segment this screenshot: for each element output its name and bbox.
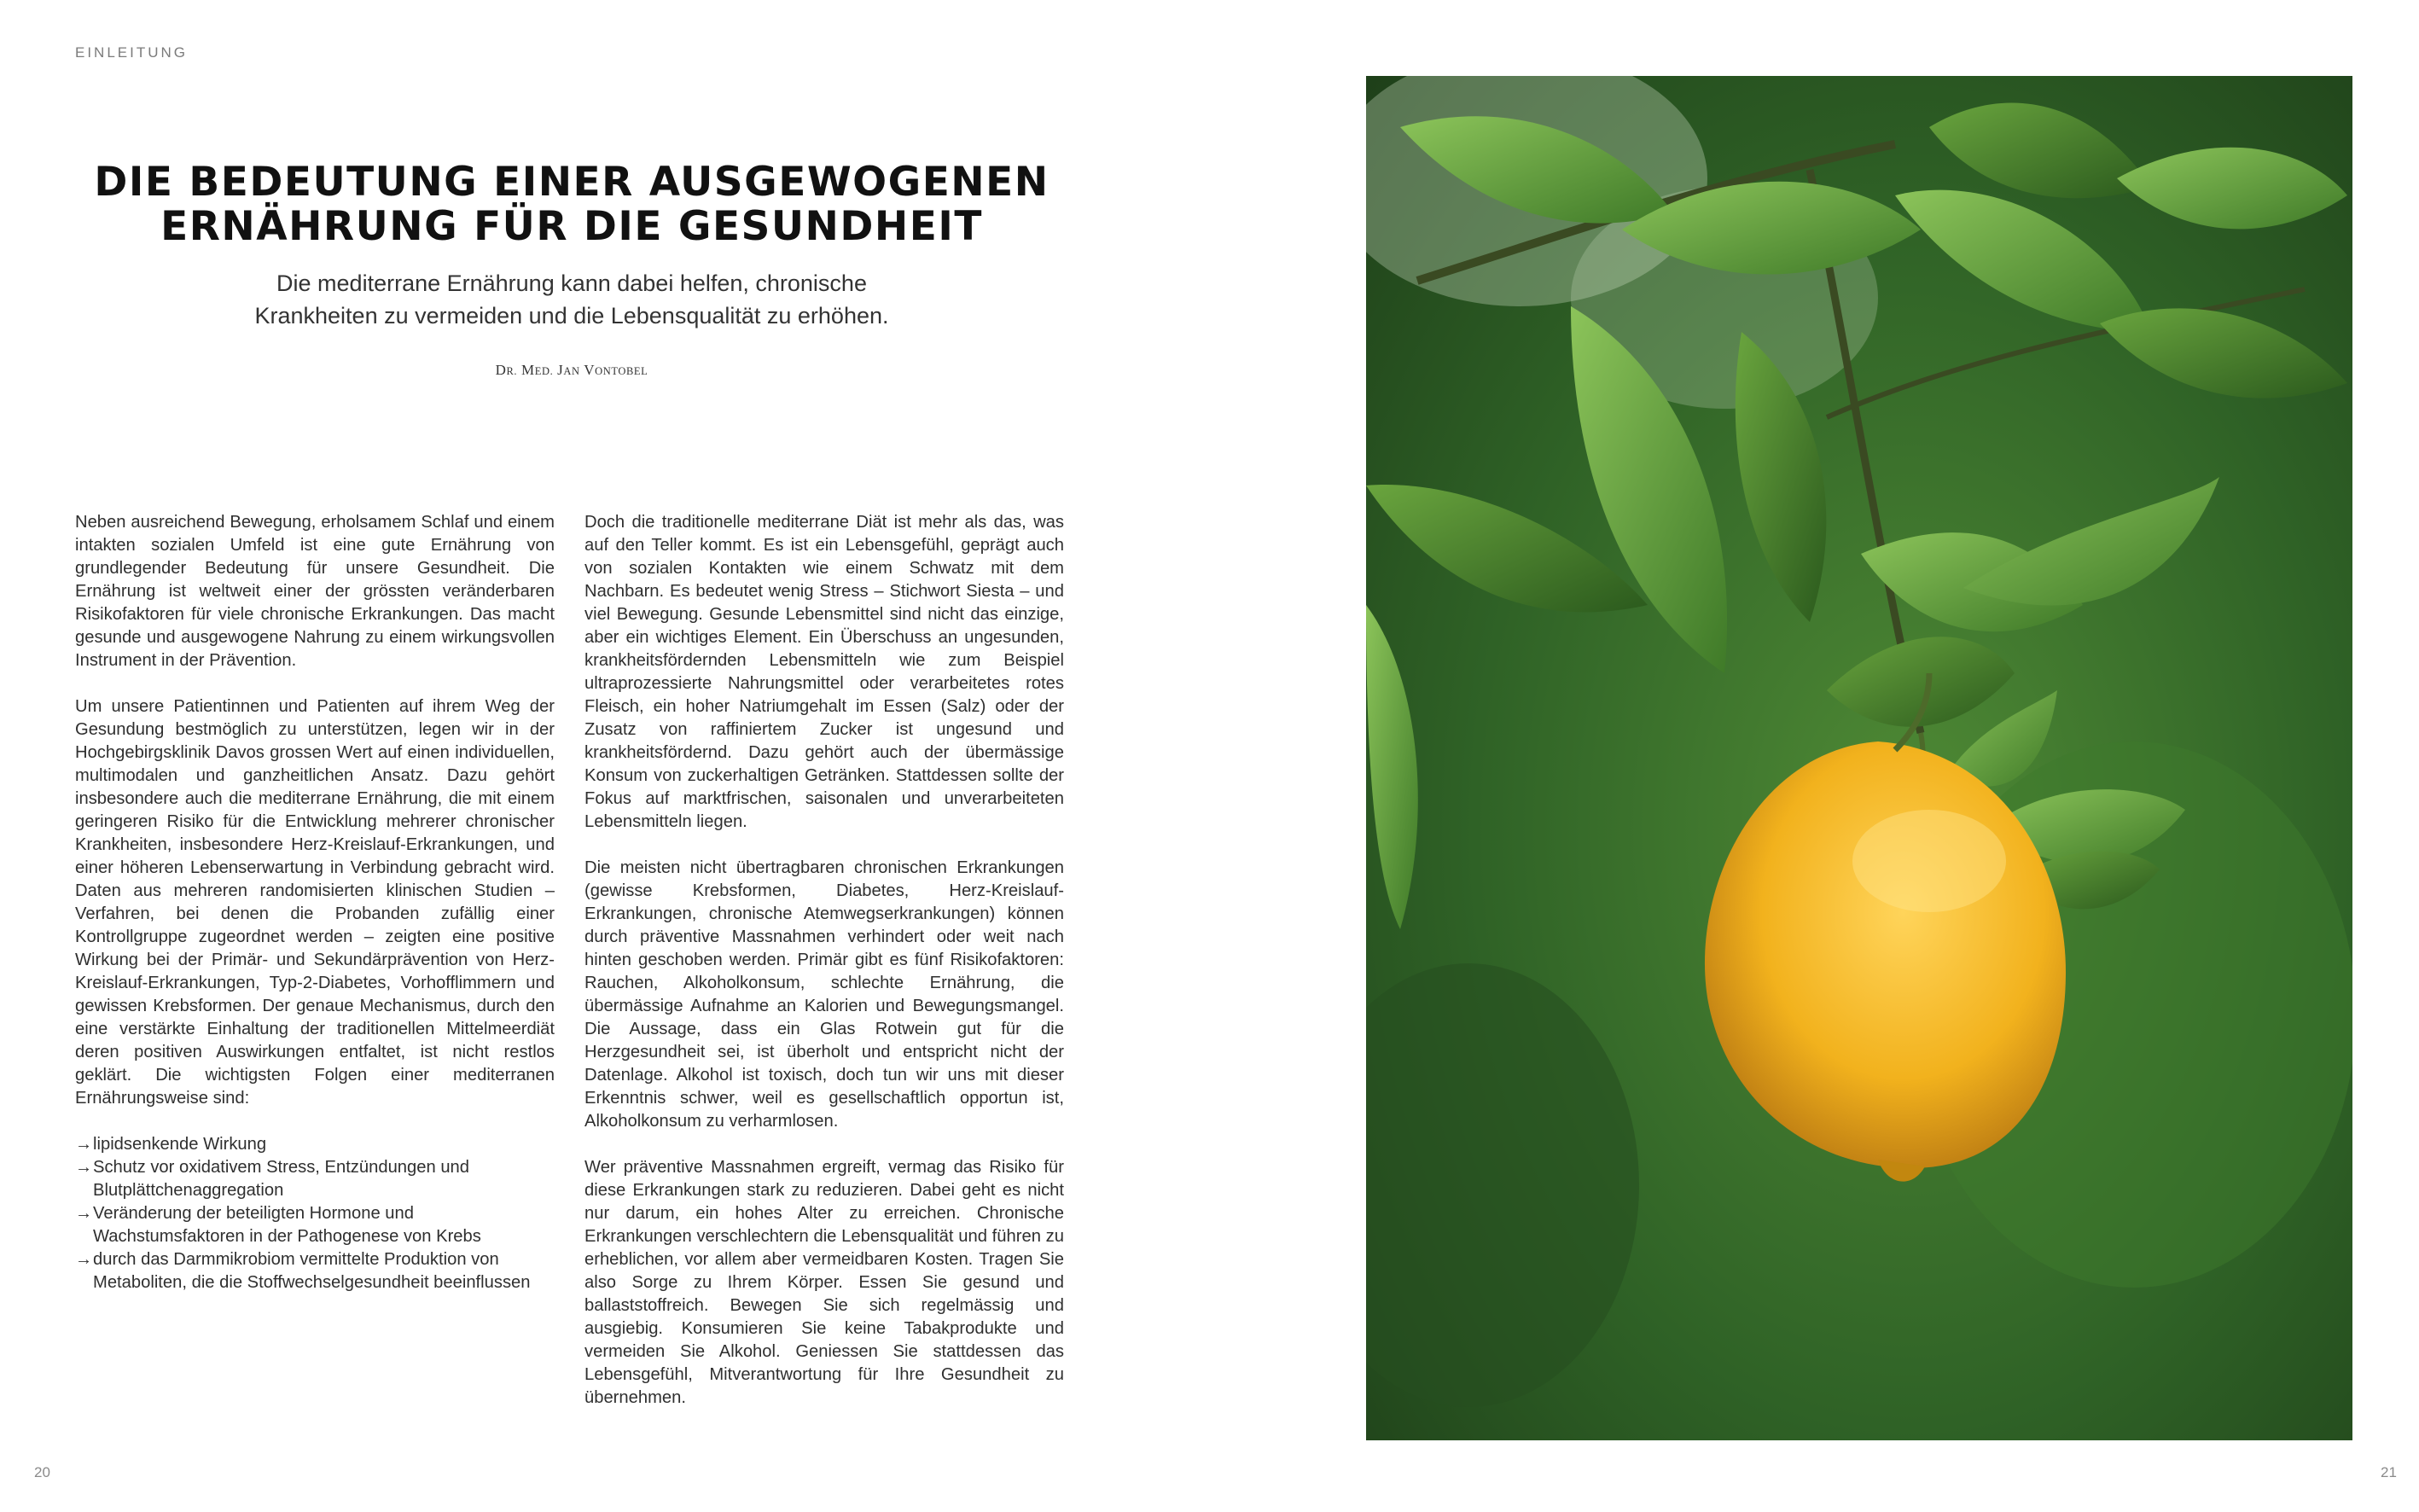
page-number-left: 20 <box>34 1464 50 1480</box>
paragraph: Neben ausreichend Bewegung, erholsamem Schlaf und einem intakten sozialen Umfeld ist eine gute Ernährung von grundlegender Bedeutung für unsere Gesundheit. Die Ernährung ist weltweit einer der grössten veränderbaren Risikofaktoren für viele chronische Erkrankungen. Das macht gesunde und ausgewogene Nahrung zu einem wirkungsvollen Instrument in der Prävention. <box>75 513 555 670</box>
list-item-text: Veränderung der beteiligten Hormone und Wachstumsfaktoren in der Pathogenese von Krebs <box>93 1204 481 1246</box>
headline-line-2: ERNÄHRUNG FÜR DIE GESUNDHEIT <box>160 203 983 250</box>
arrow-right-icon: → <box>75 1135 93 1154</box>
list-item <box>75 1133 555 1156</box>
list-item <box>75 1202 555 1248</box>
list-item <box>75 1248 555 1294</box>
arrow-right-icon: → <box>75 1158 93 1177</box>
left-text-column <box>75 511 555 1294</box>
headline-line-1: DIE BEDEUTUNG EINER AUSGEWOGENEN <box>94 159 1050 206</box>
right-text-column <box>584 511 1064 1433</box>
paragraph: Doch die traditionelle mediterrane Diät ist mehr als das, was auf den Teller kommt. Es ist ein Lebensgefühl, geprägt auch von sozialen Kontakten wie einem Schwatz mit dem Nachbarn. Es bedeutet wenig Stress – Stichwort Siesta – und viel Bewegung. Gesunde Lebensmittel sind nicht das einzige, aber ein wichtiges Element. Ein Überschuss an ungesunden, krankheitsfördernden Lebensmitteln wie zum Beispiel ultraprozessierte Nahrungsmittel oder verarbeitetes rotes Fleisch, ein hoher Natriumgehalt im Essen (Salz) oder der Zusatz von raffiniertem Zucker ist ungesund und krankheitsfördernd. Dazu gehört auch der übermässige Konsum von zuckerhaltigen Getränken. Stattdessen sollte der Fokus auf marktfrischen, saisonalen und unverarbeiteten Lebensmitteln liegen. <box>584 513 1064 831</box>
list-item-text: durch das Darmmikrobiom vermittelte Produktion von Metaboliten, die die Stoffwechselgesundheit beeinflussen <box>93 1250 531 1292</box>
section-label: EINLEITUNG <box>75 44 189 61</box>
page-number-right: 21 <box>2381 1464 2397 1480</box>
paragraph: Um unsere Patientinnen und Patienten auf ihrem Weg der Gesundung bestmöglich zu unterstützen, legen wir in der Hochgebirgsklinik Davos grossen Wert auf einen individuellen, multimodalen und ganzheitlichen Ansatz. Dazu gehört insbesondere auch die mediterrane Ernährung, die mit einem geringeren Risiko für die Entwicklung mehrerer chronischer Krankheiten, insbesondere Herz-Kreislauf-Erkrankungen, und einer höheren Lebenserwartung in Verbindung gebracht wird. Daten aus mehreren randomisierten klinischen Studien – Verfahren, bei denen die Probanden zufällig einer Kontrollgruppe zugeordnet werden – zeigten eine positive Wirkung bei der Primär- und Sekundärprävention von Herz-Kreislauf-Erkrankungen, Typ-2-Diabetes, Vorhofflimmern und gewissen Krebsformen. Der genaue Mechanismus, durch den eine verstärkte Einhaltung der traditionellen Mittelmeerdiät deren positiven Auswirkungen entfaltet, ist nicht restlos geklärt. Die wichtigsten Folgen einer mediterranen Ernährungsweise sind: <box>75 697 555 1108</box>
lemon-tree-photo <box>1366 76 2352 1440</box>
subhead-line-1: Die mediterrane Ernährung kann dabei helfen, chronische <box>276 270 867 296</box>
arrow-right-icon: → <box>75 1250 93 1269</box>
subhead-line-2: Krankheiten zu vermeiden und die Lebensqualität zu erhöhen. <box>254 303 889 329</box>
article-headline <box>77 160 1067 249</box>
list-item <box>75 1156 555 1202</box>
author-name: DR. MED. JAN VONTOBEL <box>495 362 648 378</box>
article-subhead <box>154 267 990 332</box>
paragraph: Die meisten nicht übertragbaren chronischen Erkrankungen (gewisse Krebsformen, Diabetes, Herz-Kreislauf-Erkrankungen, chronische Atemwegserkrankungen) können durch präventive Massnahmen verhindert oder weit nach hinten geschoben werden. Primär gibt es fünf Risikofaktoren: Rauchen, Alkoholkonsum, schlechte Ernährung, die übermässige Aufnahme an Kalorien und Bewegungsmangel. Die Aussage, dass ein Glas Rotwein gut für die Herzgesundheit sei, ist überholt und entspricht nicht der Datenlage. Alkohol ist toxisch, doch tun wir uns mit dieser Erkenntnis schwer, weil es gesellschaftlich opportun ist, Alkoholkonsum zu verharmlosen. <box>584 858 1064 1131</box>
arrow-right-icon: → <box>75 1204 93 1223</box>
benefits-list <box>75 1133 555 1294</box>
list-item-text: Schutz vor oxidativem Stress, Entzündungen und Blutplättchenaggregation <box>93 1158 470 1200</box>
list-item-text: lipidsenkende Wirkung <box>93 1135 267 1154</box>
author-byline <box>341 362 802 379</box>
paragraph: Wer präventive Massnahmen ergreift, vermag das Risiko für diese Erkrankungen stark zu reduzieren. Dabei geht es nicht nur darum, ein hohes Alter zu erreichen. Chronische Erkrankungen verschlechtern die Lebensqualität und führen zu erheblichen, vor allem aber vermeidbaren Kosten. Tragen Sie also Sorge zu Ihrem Körper. Essen Sie gesund und ballaststoffreich. Bewegen Sie sich regelmässig und ausgiebig. Konsumieren Sie keine Tabakprodukte und vermeiden Sie Alkohol. Geniessen Sie stattdessen das Lebensgefühl, Mitverantwortung für Ihre Gesundheit zu übernehmen. <box>584 1158 1064 1407</box>
